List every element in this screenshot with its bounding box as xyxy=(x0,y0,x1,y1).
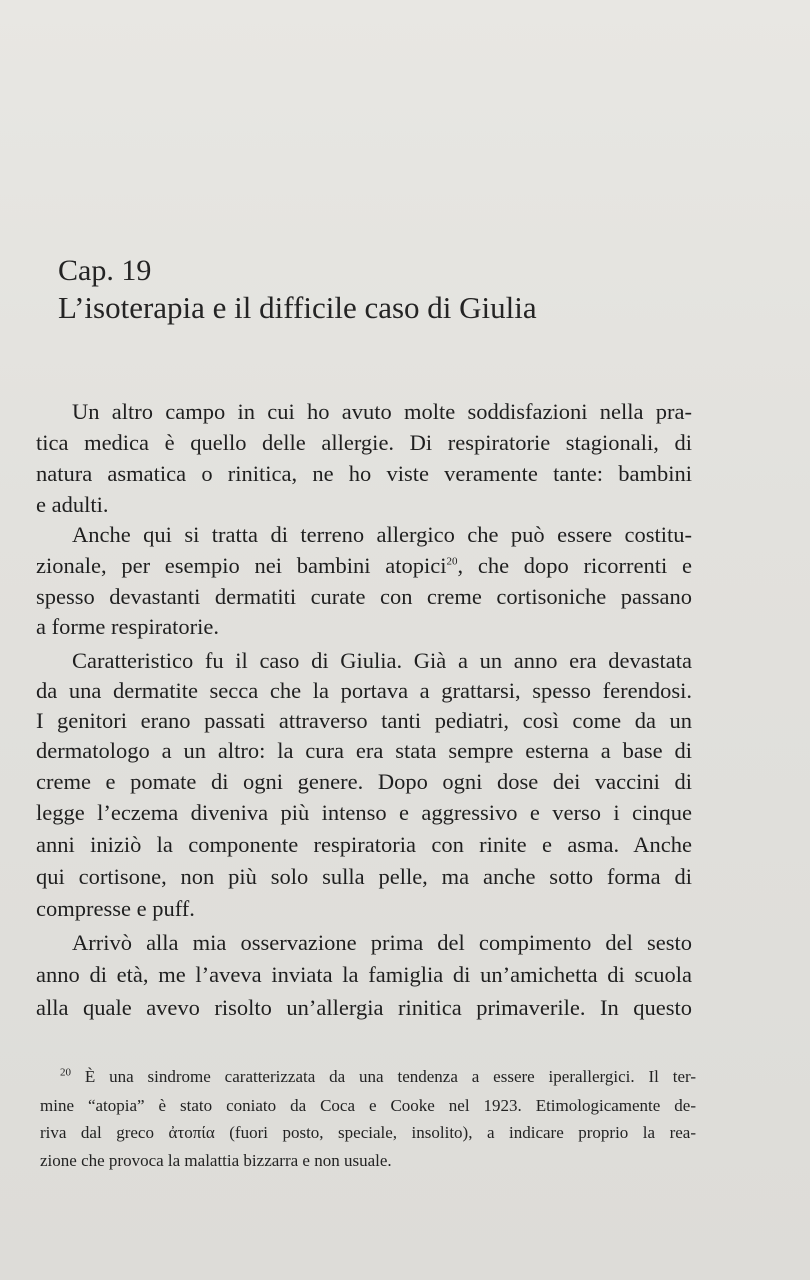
paragraph-3-line: compresse e puff. xyxy=(36,896,195,921)
paragraph-4-line: Arrivò alla mia osservazione prima del compimento del sesto xyxy=(72,930,692,955)
footnote-line: zione che provoca la malattia bizzarra e non usuale. xyxy=(40,1151,392,1170)
paragraph-2-line: Anche qui si tratta di terreno allergico che può essere costitu- xyxy=(72,522,692,547)
paragraph-2-line: spesso devastanti dermatiti curate con creme cortisoniche passano xyxy=(36,584,692,609)
paragraph-3-line: anni iniziò la componente respiratoria con rinite e asma. Anche xyxy=(36,832,692,857)
paragraph-1-line: Un altro campo in cui ho avuto molte soddisfazioni nella pra- xyxy=(72,399,692,424)
paragraph-4-line: anno di età, me l’aveva inviata la famiglia di un’amichetta di scuola xyxy=(36,962,692,987)
paragraph-1-line: tica medica è quello delle allergie. Di respiratorie stagionali, di xyxy=(36,430,692,455)
paragraph-1-line: natura asmatica o rinitica, ne ho viste veramente tante: bambini xyxy=(36,461,692,486)
paragraph-3-line: qui cortisone, non più solo sulla pelle, ma anche sotto forma di xyxy=(36,864,692,889)
paragraph-1-line: e adulti. xyxy=(36,492,109,517)
paragraph-3-line: da una dermatite secca che la portava a grattarsi, spesso ferendosi. xyxy=(36,678,692,703)
paragraph-3-line: creme e pomate di ogni genere. Dopo ogni dose dei vaccini di xyxy=(36,769,692,794)
paragraph-3-line: dermatologo a un altro: la cura era stata sempre esterna a base di xyxy=(36,738,692,763)
footnote-line: mine “atopia” è stato coniato da Coca e Cooke nel 1923. Etimologicamente de- xyxy=(40,1096,696,1115)
chapter-title: L’isoterapia e il difficile caso di Giulia xyxy=(58,290,537,325)
paragraph-2-line xyxy=(36,551,692,581)
footnote-reference: 20 xyxy=(446,555,458,568)
paragraph-4-line: alla quale avevo risolto un’allergia rinitica primaverile. In questo xyxy=(36,995,692,1020)
paragraph-3-line: Caratteristico fu il caso di Giulia. Già a un anno era devastata xyxy=(72,648,692,673)
paragraph-2-text: , che dopo ricorrenti e xyxy=(457,553,692,578)
footnote-marker: 20 xyxy=(60,1066,71,1079)
footnote-line: riva dal greco ἀτοπία (fuori posto, speciale, insolito), a indicare proprio la rea- xyxy=(40,1123,696,1142)
footnote-text: È una sindrome caratterizzata da una tendenza a essere iperallergici. Il ter- xyxy=(84,1067,697,1086)
paragraph-3-line: I genitori erano passati attraverso tanti pediatri, così come da un xyxy=(36,708,692,733)
footnote-line xyxy=(60,1066,696,1088)
paragraph-2-text: zionale, per esempio nei bambini atopici xyxy=(36,553,447,578)
paragraph-3-line: legge l’eczema diveniva più intenso e aggressivo e verso i cinque xyxy=(36,800,692,825)
paragraph-2-line: a forme respiratorie. xyxy=(36,614,220,639)
chapter-number: Cap. 19 xyxy=(58,254,152,287)
